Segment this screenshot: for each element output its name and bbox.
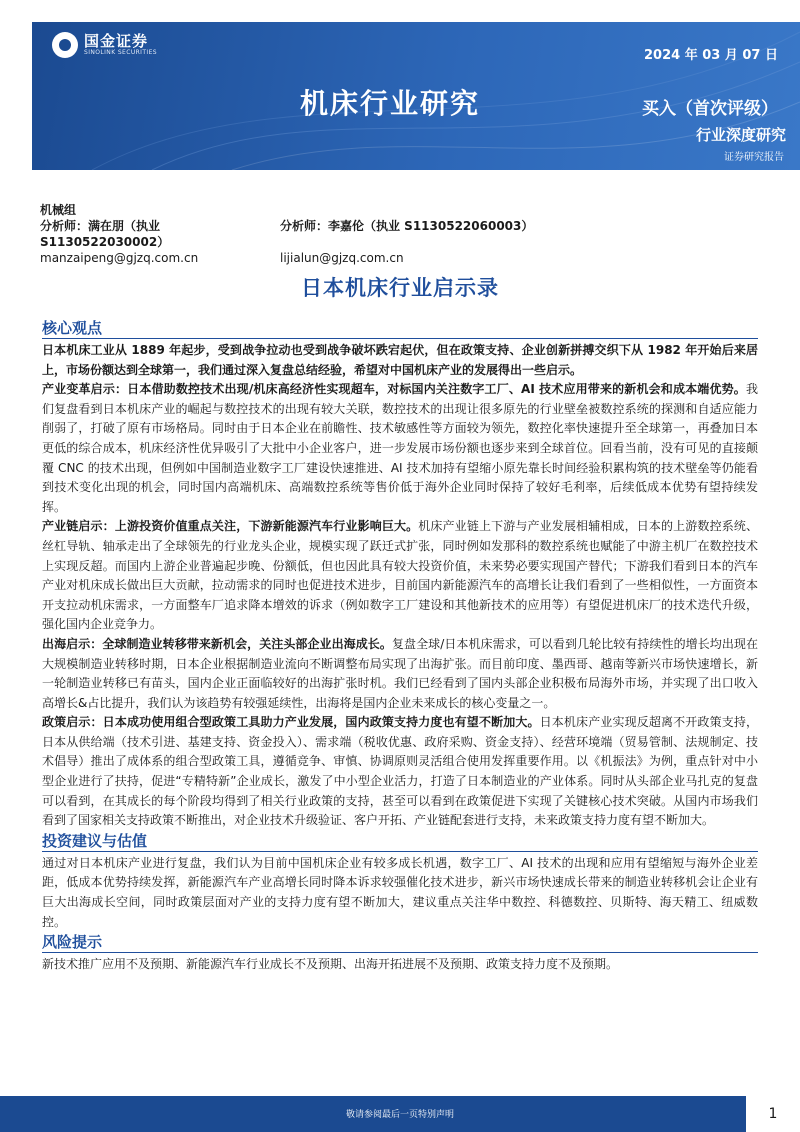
- footer-disclaimer: 敬请参阅最后一页特别声明: [345, 1110, 454, 1120]
- document-title: 日本机床行业启示录: [301, 276, 499, 300]
- email-2[interactable]: lijialun@gjzq.com.cn: [280, 251, 404, 265]
- core-p4-lead: 政策启示：日本成功使用组合型政策工具助力产业发展，国内政策支持力度也有望不断加大。: [42, 715, 540, 730]
- core-paragraph-chain: [42, 517, 758, 635]
- email-1[interactable]: manzaipeng@gjzq.com.cn: [40, 251, 199, 265]
- core-p2-text: 机床产业链上下游与产业发展相辅相成，日本的上游数控系统、丝杠导轨、轴承走出了全球领先的行业龙头企业，规模实现了跃迁式扩张，同时例如发那科的数控系统也赋能了中游主机厂在数控技术上实现反超。而国内上游企业普遍起步晚、份额低，但也因此具有较大投资价值，未来势必要实现国产替代；下游我们看到日本的汽车产业对机床成长做出巨大贡献，拉动需求的同时也促进技术进步，目前国内新能源汽车的高增长让我们看到了一些相似性，一方面资本开支拉动机床需求，一方面整车厂追求降本增效的诉求（例如数字工厂建设和其他新技术的应用等）有望促进机床厂的技术迭代升级，强化国内企业竞争力。: [42, 519, 758, 632]
- core-p1-lead: 产业变革启示：日本借助数控技术出现/机床高经济性实现超车，对标国内关注数字工厂、AI 技术应用带来的新机会和成本端优势。: [42, 382, 746, 397]
- risk-paragraph: 新技术推广应用不及预期、新能源汽车行业成长不及预期、出海开拓进展不及预期、政策支持力度不及预期。: [42, 957, 619, 972]
- analyst-block: [40, 202, 533, 266]
- rating-label: 买入（首次评级）: [642, 99, 778, 119]
- core-p1-text: 我们复盘看到日本机床产业的崛起与数控技术的出现有较大关联，数控技术的出现让很多原先的行业壁垒被数控系统的探测和自适应能力削弱了，打破了原有市场格局。同时由于日本企业在前瞻性、技术敏感性等方面较为领先，数控化率快速提升至全球第一，再叠加日本更低的综合成本，机床经济性优异吸引了大批中小企业客户，进一步发展市场份额也逐步来到全球首位。回看当前，没有可见的直接颠覆 CNC 的技术出现，但例如中国制造业数字工厂建设快速推进、AI 技术加持有望缩小原先靠长时间经验积累构筑的技术壁垒等仍能看到技术变化出现的机会，同时国内高端机床、高端数控系统等售价低于海外企业同时保持了较好毛利率，后续低成本优势有望持续发挥。: [42, 382, 758, 514]
- company-logo: [52, 32, 157, 58]
- email-row: [40, 250, 533, 266]
- logo-text-cn: 国金证券: [84, 32, 149, 50]
- core-p3-text: 复盘全球/日本机床需求，可以看到几轮比较有持续性的增长均出现在大规模制造业转移时期，日本企业根据制造业流向不断调整布局实现了出海扩张。而目前印度、墨西哥、越南等新兴市场快速增长，新一轮制造业转移已有苗头，国内企业正面临较好的出海扩张时机。我们已经看到了国内头部企业积极布局海外市场，并实现了出口收入高增长&占比提升，我们认为该趋势有较强延续性，出海将是国内企业未来成长的核心变量之一。: [42, 636, 759, 710]
- page-number: 1: [746, 1096, 800, 1132]
- core-p4-text: 日本机床产业实现反超离不开政策支持，日本从供给端（技术引进、基建支持、资金投入）、需求端（税收优惠、政府采购、资金支持）、经营环境端（贸易管制、法规制定、技术倡导）推出了成体系的组合型政策工具，遵循竞争、审慎、协调原则灵活组合使用发挥重要作用。以《机振法》为例，重点针对中小型企业进行了扶持，促进“专精特新”企业成长，激发了中小型企业活力，打造了日本制造业的产业体系。同时从头部企业马扎克的复盘可以看到，在其成长的每个阶段均得到了相关行业政策的支持，甚至可以看到在政策促进下实现了关键核心技术突破。从国内市场我们看到了国家相关支持政策不断推出，对企业技术升级验证、客户开拓、产业链配套进行支持，未来政策支持力度有望不断加大。: [42, 715, 758, 828]
- core-p2-lead: 产业链启示：上游投资价值重点关注，下游新能源汽车行业影响巨大。: [42, 519, 419, 534]
- core-paragraph-overseas: [42, 635, 758, 713]
- report-header: [0, 0, 800, 170]
- analyst-1: 分析师：满在朋（执业 S1130522030002）: [40, 219, 170, 249]
- section-core-title: 核心观点: [42, 318, 758, 339]
- advice-paragraph: 通过对日本机床产业进行复盘，我们认为目前中国机床企业有较多成长机遇，数字工厂、AI 技术的出现和应用有望缩短与海外企业差距，低成本优势持续发挥，新能源汽车产业高增长同时降本诉求较强催化技术进步，新兴市场快速成长带来的制造业转移机会让企业有巨大出海成长空间，同时政策层面对产业的支持力度有望不断加大，建议重点关注华中数控、科德数控、贝斯特、海天精工、纽威数控。: [42, 855, 758, 929]
- core-paragraph-industry: [42, 380, 758, 517]
- sinolink-logo-icon: [52, 32, 78, 58]
- logo-text-en: SINOLINK SECURITIES: [84, 49, 157, 56]
- research-group: 机械组: [40, 203, 77, 217]
- report-type: 行业深度研究: [695, 126, 786, 144]
- section-advice-title: 投资建议与估值: [42, 831, 758, 852]
- report-date: 2024 年 03 月 07 日: [644, 48, 778, 63]
- industry-title: 机床行业研究: [300, 87, 481, 120]
- page-footer: [0, 1096, 800, 1132]
- core-intro: [42, 341, 758, 380]
- analyst-2: 分析师：李嘉伦（执业 S1130522060003）: [280, 219, 534, 233]
- core-p3-lead: 出海启示：全球制造业转移带来新机会，关注头部企业出海成长。: [42, 636, 392, 651]
- core-paragraph-policy: [42, 713, 758, 831]
- core-intro-text: 日本机床工业从 1889 年起步，受到战争拉动也受到战争破坏跌宕起伏，但在政策支持、企业创新拼搏交织下从 1982 年开始后来居上，市场份额达到全球第一，我们通过深入复盘总结经验，希望对中国机床产业的发展得出一些启示。: [42, 343, 758, 377]
- analyst-row: [40, 218, 533, 250]
- report-subtype: 证券研究报告: [724, 152, 784, 163]
- section-risk-title: 风险提示: [42, 932, 758, 953]
- report-body: [42, 318, 758, 975]
